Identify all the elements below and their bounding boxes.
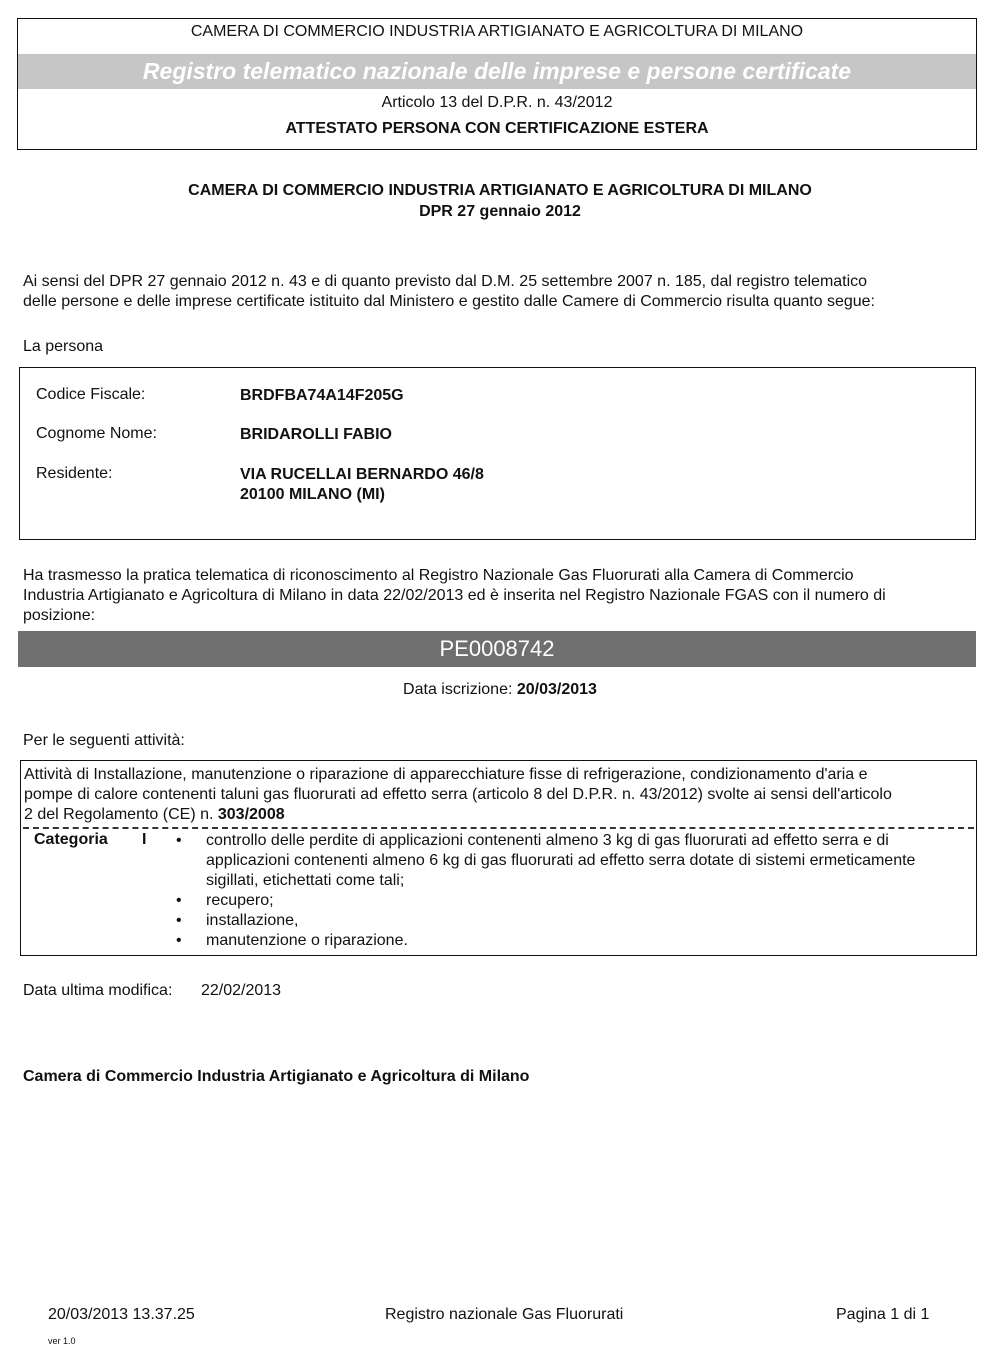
issuer-decree: DPR 27 gennaio 2012 bbox=[419, 203, 581, 220]
fiscal-code-value: BRDFBA74A14F205G bbox=[240, 387, 404, 404]
activities-box bbox=[20, 760, 977, 956]
transmission-line: posizione: bbox=[23, 607, 96, 624]
bullet-icon: • bbox=[176, 892, 182, 909]
transmission-line: Industria Artigianato e Agricoltura di Milano in data 22/02/2013 ed è inserita nel Registro Nazionale FGAS con il numero di bbox=[23, 587, 886, 604]
activity-list bbox=[171, 831, 976, 951]
name-label: Cognome Nome: bbox=[36, 425, 157, 442]
activities-line-text: 2 del Regolamento (CE) n. bbox=[24, 806, 218, 823]
list-item-line: recupero; bbox=[206, 892, 274, 909]
bullet-icon: • bbox=[176, 912, 182, 929]
category-label: Categoria bbox=[34, 831, 108, 848]
registry-title-band: Registro telematico nazionale delle imprese e persone certificate bbox=[18, 54, 976, 89]
bullet-icon: • bbox=[176, 832, 182, 849]
position-number-band: PE0008742 bbox=[18, 631, 976, 667]
bullet-icon: • bbox=[176, 932, 182, 949]
header-chamber-name: CAMERA DI COMMERCIO INDUSTRIA ARTIGIANATO E AGRICOLTURA DI MILANO bbox=[190, 23, 804, 40]
category-level: I bbox=[142, 831, 147, 848]
intro-line: Ai sensi del DPR 27 gennaio 2012 n. 43 e di quanto previsto dal D.M. 25 settembre 2007 n. 185, dal registro telematico bbox=[23, 273, 868, 290]
list-item bbox=[171, 831, 976, 891]
list-item bbox=[171, 911, 976, 931]
address-line-2: 20100 MILANO (MI) bbox=[240, 486, 385, 503]
list-item bbox=[171, 891, 976, 911]
page-number: Pagina 1 di 1 bbox=[836, 1306, 930, 1323]
transmission-line: Ha trasmesso la pratica telematica di riconoscimento al Registro Nazionale Gas Fluorurati alla Camera di Commercio bbox=[23, 567, 854, 584]
signature-chamber: Camera di Commercio Industria Artigianato e Agricoltura di Milano bbox=[23, 1068, 530, 1085]
list-item-line: installazione, bbox=[206, 912, 299, 929]
intro-line: delle persone e delle imprese certificate istituito dal Ministero e gestito dalle Camere di Commercio risulta quanto segue: bbox=[23, 293, 875, 310]
dashed-divider bbox=[23, 827, 974, 829]
activities-line: Attività di Installazione, manutenzione o riparazione di apparecchiature fisse di refrigerazione, condizionamento d'aria e bbox=[24, 766, 868, 783]
list-item bbox=[171, 931, 976, 951]
activities-description bbox=[24, 765, 968, 825]
residence-label: Residente: bbox=[36, 465, 113, 482]
person-heading: La persona bbox=[23, 338, 104, 355]
issuer-name: CAMERA DI COMMERCIO INDUSTRIA ARTIGIANATO E AGRICOLTURA DI MILANO bbox=[188, 182, 812, 199]
fiscal-code-label: Codice Fiscale: bbox=[36, 386, 146, 403]
registration-date-line bbox=[0, 681, 1000, 699]
registration-date-label: Data iscrizione: bbox=[403, 681, 513, 698]
registration-date-value: 20/03/2013 bbox=[516, 681, 597, 698]
intro-paragraph bbox=[23, 272, 973, 312]
version-label: ver 1.0 bbox=[48, 1336, 76, 1346]
activities-line bbox=[24, 805, 968, 825]
address-line-1: VIA RUCELLAI BERNARDO 46/8 bbox=[240, 466, 484, 483]
activities-line: pompe di calore contenenti taluni gas fluorurati ad effetto serra (articolo 8 del D.P.R. n. 43/2012) svolte ai sensi dell'articolo bbox=[24, 786, 892, 803]
list-item-line: manutenzione o riparazione. bbox=[206, 932, 408, 949]
residence-address bbox=[240, 465, 484, 505]
footer-registry: Registro nazionale Gas Fluorurati bbox=[385, 1306, 624, 1323]
regulation-number: 303/2008 bbox=[217, 806, 285, 823]
list-item-line: applicazioni contenenti almeno 6 kg di gas fluorurati ad effetto serra dotate di sistemi ermeticamente bbox=[206, 852, 916, 869]
list-item-line: sigillati, etichettati come tali; bbox=[206, 872, 405, 889]
footer-timestamp: 20/03/2013 13.37.25 bbox=[48, 1306, 195, 1323]
document-type-title: ATTESTATO PERSONA CON CERTIFICAZIONE ESTERA bbox=[285, 120, 709, 137]
transmission-paragraph bbox=[23, 566, 973, 626]
document-header bbox=[17, 18, 977, 150]
person-name-value: BRIDAROLLI FABIO bbox=[240, 426, 392, 443]
last-modified-date: 22/02/2013 bbox=[201, 982, 282, 999]
last-modified-label: Data ultima modifica: bbox=[23, 982, 173, 999]
activities-heading: Per le seguenti attività: bbox=[23, 732, 185, 749]
list-item-line: controllo delle perdite di applicazioni contenenti almeno 3 kg di gas fluorurati ad effetto serra e di bbox=[206, 832, 889, 849]
person-details-box bbox=[19, 367, 976, 540]
header-article: Articolo 13 del D.P.R. n. 43/2012 bbox=[381, 94, 613, 111]
